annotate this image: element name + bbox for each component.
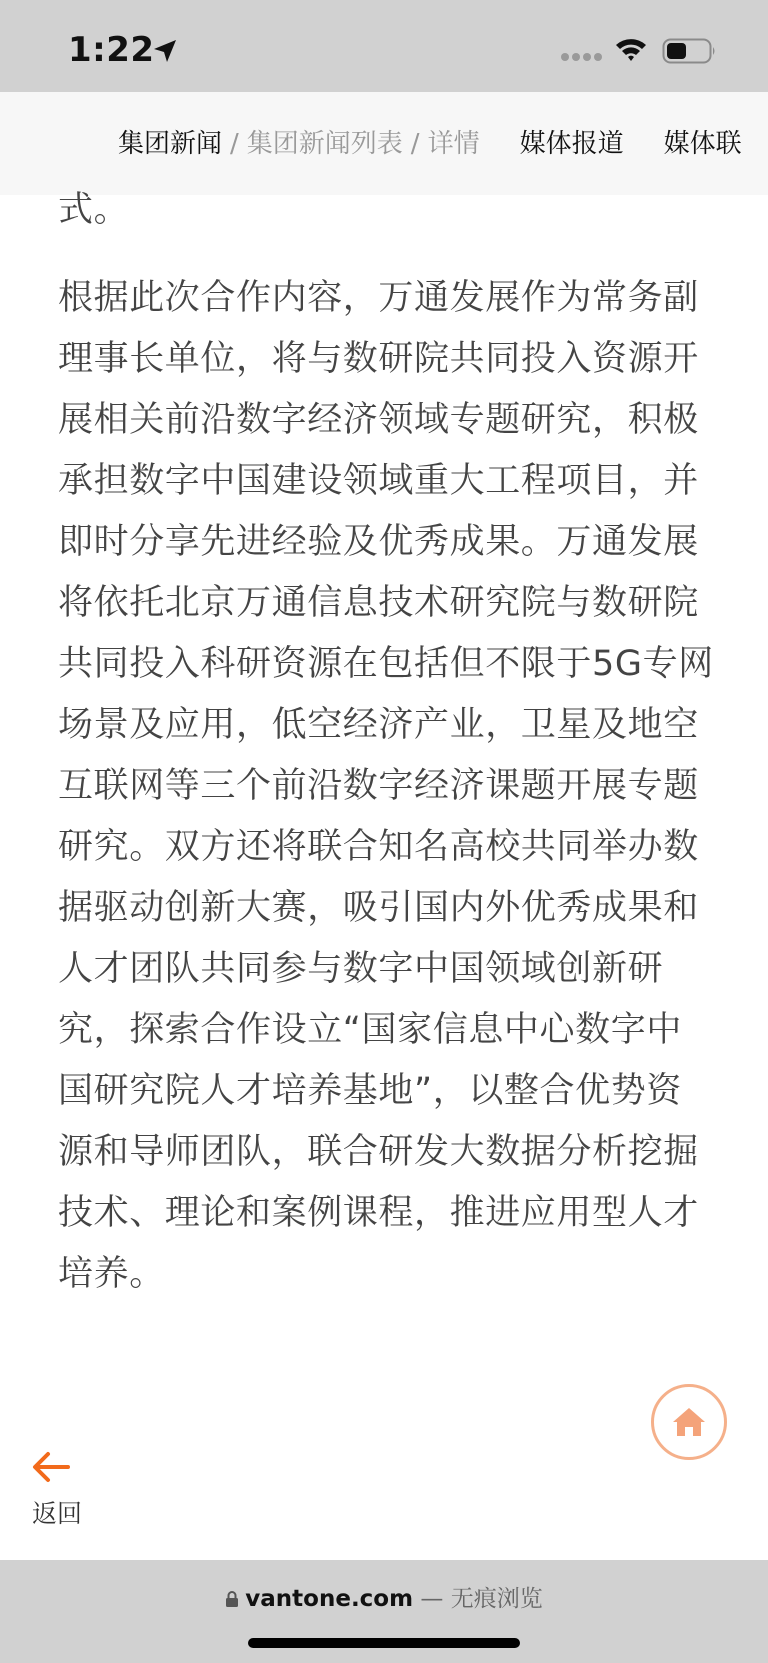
location-arrow-icon bbox=[150, 36, 180, 66]
article-line: 国研究院人才培养基地”，以整合优势资 bbox=[58, 1071, 682, 1111]
article-line: 即时分享先进经验及优秀成果。万通发展 bbox=[58, 522, 699, 562]
article-line: 人才团队共同参与数字中国领域创新研 bbox=[58, 949, 664, 989]
breadcrumb-group-news[interactable]: 集团新闻 bbox=[118, 129, 223, 159]
article-line: 源和导师团队，联合研发大数据分析挖掘 bbox=[58, 1132, 699, 1172]
article-line: 承担数字中国建设领域重大工程项目，并 bbox=[58, 461, 699, 501]
battery-icon bbox=[662, 38, 718, 64]
breadcrumb-separator: / bbox=[410, 129, 420, 159]
cellular-signal-icon bbox=[560, 52, 602, 62]
article-line: 式。 bbox=[58, 190, 130, 230]
article-body bbox=[58, 180, 714, 1305]
back-button-label[interactable]: 返回 bbox=[32, 1499, 83, 1528]
breadcrumb-separator: / bbox=[230, 129, 239, 159]
status-bar bbox=[0, 0, 768, 92]
breadcrumb-news-list[interactable]: 集团新闻列表 bbox=[246, 129, 403, 159]
breadcrumb-current: 详情 bbox=[427, 129, 480, 159]
article-line: 展相关前沿数字经济领域专题研究，积极 bbox=[58, 400, 699, 440]
nav-link-media-reports[interactable]: 媒体报道 bbox=[519, 129, 624, 159]
article-line: 互联网等三个前沿数字经济课题开展专题 bbox=[58, 766, 699, 806]
home-indicator[interactable] bbox=[248, 1638, 520, 1648]
arrow-left-icon[interactable] bbox=[30, 1450, 72, 1484]
article-paragraph bbox=[58, 268, 714, 1305]
article-line: 培养。 bbox=[58, 1254, 165, 1294]
article-paragraph bbox=[58, 180, 714, 241]
article-line: 究，探索合作设立“国家信息中心数字中 bbox=[58, 1010, 682, 1050]
breadcrumb bbox=[118, 124, 742, 164]
article-line: 将依托北京万通信息技术研究院与数研院 bbox=[58, 583, 699, 623]
article-line: 场景及应用，低空经济产业，卫星及地空 bbox=[58, 705, 699, 745]
nav-link-media-contact[interactable]: 媒体联 bbox=[663, 129, 742, 159]
status-time: 1:22 bbox=[68, 30, 155, 70]
url-domain: vantone.com bbox=[245, 1586, 414, 1612]
article-line: 据驱动创新大赛，吸引国内外优秀成果和 bbox=[58, 888, 699, 928]
home-button[interactable] bbox=[651, 1384, 727, 1460]
article-line: 共同投入科研资源在包括但不限于5G专网 bbox=[58, 644, 714, 684]
url-display[interactable] bbox=[0, 1582, 768, 1616]
home-icon bbox=[672, 1407, 706, 1437]
browser-address-bar bbox=[0, 1560, 768, 1663]
article-line: 技术、理论和案例课程，推进应用型人才 bbox=[58, 1193, 699, 1233]
article-line: 理事长单位，将与数研院共同投入资源开 bbox=[58, 339, 699, 379]
article-line: 根据此次合作内容，万通发展作为常务副 bbox=[58, 278, 699, 318]
wifi-icon bbox=[614, 36, 648, 64]
private-browsing-label: — 无痕浏览 bbox=[420, 1586, 543, 1612]
article-line: 研究。双方还将联合知名高校共同举办数 bbox=[58, 827, 699, 867]
lock-icon bbox=[225, 1590, 239, 1608]
